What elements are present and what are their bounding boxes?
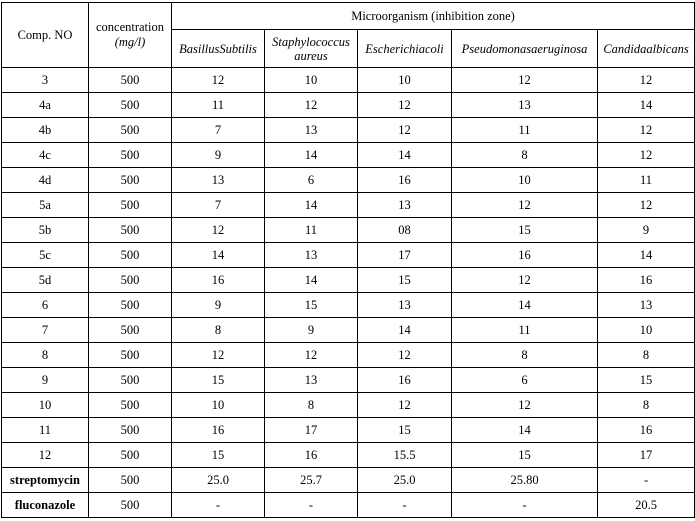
inhibition-value-cell: - bbox=[265, 493, 358, 518]
compound-cell: 10 bbox=[2, 393, 89, 418]
concentration-cell: 500 bbox=[89, 168, 172, 193]
inhibition-value-cell: 13 bbox=[172, 168, 265, 193]
compound-cell: 5c bbox=[2, 243, 89, 268]
table-row bbox=[2, 443, 695, 468]
compound-cell: 3 bbox=[2, 68, 89, 93]
inhibition-value-cell: 13 bbox=[358, 193, 452, 218]
concentration-cell: 500 bbox=[89, 268, 172, 293]
inhibition-value-cell: 12 bbox=[598, 118, 695, 143]
compound-cell: 5b bbox=[2, 218, 89, 243]
inhibition-value-cell: 20.5 bbox=[598, 493, 695, 518]
microorganism-group-label: Microorganism (inhibition zone) bbox=[351, 8, 515, 23]
inhibition-value-cell: 15 bbox=[358, 268, 452, 293]
inhibition-value-cell: 16 bbox=[452, 243, 598, 268]
inhibition-value-cell: 9 bbox=[172, 293, 265, 318]
concentration-cell: 500 bbox=[89, 143, 172, 168]
inhibition-value-cell: 11 bbox=[452, 118, 598, 143]
table-row bbox=[2, 343, 695, 368]
inhibition-value-cell: - bbox=[598, 468, 695, 493]
inhibition-value-cell: 12 bbox=[358, 93, 452, 118]
table-row bbox=[2, 493, 695, 518]
inhibition-value-cell: 12 bbox=[452, 268, 598, 293]
table-row bbox=[2, 293, 695, 318]
inhibition-value-cell: 16 bbox=[358, 168, 452, 193]
inhibition-value-cell: 7 bbox=[172, 193, 265, 218]
compound-cell: 7 bbox=[2, 318, 89, 343]
inhibition-value-cell: 12 bbox=[172, 218, 265, 243]
inhibition-value-cell: 10 bbox=[358, 68, 452, 93]
inhibition-value-cell: 8 bbox=[598, 343, 695, 368]
concentration-cell: 500 bbox=[89, 193, 172, 218]
inhibition-value-cell: 12 bbox=[172, 68, 265, 93]
inhibition-value-cell: 14 bbox=[598, 93, 695, 118]
compound-cell: 8 bbox=[2, 343, 89, 368]
inhibition-value-cell: 14 bbox=[598, 243, 695, 268]
table-row bbox=[2, 218, 695, 243]
inhibition-value-cell: 25.0 bbox=[172, 468, 265, 493]
inhibition-value-cell: 8 bbox=[172, 318, 265, 343]
inhibition-value-cell: 10 bbox=[598, 318, 695, 343]
inhibition-value-cell: 9 bbox=[265, 318, 358, 343]
inhibition-value-cell: 16 bbox=[172, 268, 265, 293]
inhibition-value-cell: 11 bbox=[452, 318, 598, 343]
inhibition-value-cell: 12 bbox=[358, 343, 452, 368]
compound-cell: 4b bbox=[2, 118, 89, 143]
header-organism: Pseudomonasaeruginosa bbox=[452, 30, 598, 68]
table-body bbox=[2, 68, 695, 518]
inhibition-value-cell: 16 bbox=[172, 418, 265, 443]
inhibition-value-cell: 17 bbox=[598, 443, 695, 468]
inhibition-value-cell: 15 bbox=[598, 368, 695, 393]
inhibition-value-cell: 6 bbox=[265, 168, 358, 193]
table-row bbox=[2, 418, 695, 443]
inhibition-value-cell: 8 bbox=[452, 143, 598, 168]
compound-cell: 12 bbox=[2, 443, 89, 468]
header-comp-no bbox=[2, 3, 89, 68]
table-row bbox=[2, 168, 695, 193]
table-row bbox=[2, 368, 695, 393]
inhibition-zone-table bbox=[1, 2, 695, 518]
table-row bbox=[2, 193, 695, 218]
inhibition-value-cell: 9 bbox=[598, 218, 695, 243]
compound-cell: 6 bbox=[2, 293, 89, 318]
compound-cell: 11 bbox=[2, 418, 89, 443]
inhibition-value-cell: 12 bbox=[358, 118, 452, 143]
inhibition-value-cell: 10 bbox=[172, 393, 265, 418]
inhibition-value-cell: 8 bbox=[265, 393, 358, 418]
inhibition-value-cell: 12 bbox=[452, 68, 598, 93]
inhibition-value-cell: 15 bbox=[172, 443, 265, 468]
concentration-unit: (mg/l) bbox=[114, 35, 146, 49]
inhibition-value-cell: 14 bbox=[265, 193, 358, 218]
inhibition-value-cell: 6 bbox=[452, 368, 598, 393]
inhibition-value-cell: 8 bbox=[452, 343, 598, 368]
inhibition-value-cell: 10 bbox=[452, 168, 598, 193]
header-organism: Candidaalbicans bbox=[598, 30, 695, 68]
inhibition-value-cell: 13 bbox=[265, 118, 358, 143]
table-row bbox=[2, 318, 695, 343]
inhibition-value-cell: 12 bbox=[452, 193, 598, 218]
inhibition-value-cell: 12 bbox=[172, 343, 265, 368]
inhibition-value-cell: 15 bbox=[265, 293, 358, 318]
concentration-cell: 500 bbox=[89, 368, 172, 393]
compound-cell: 4a bbox=[2, 93, 89, 118]
inhibition-value-cell: - bbox=[172, 493, 265, 518]
inhibition-value-cell: 13 bbox=[598, 293, 695, 318]
header-organism: Escherichiacoli bbox=[358, 30, 452, 68]
inhibition-value-cell: 14 bbox=[358, 143, 452, 168]
compound-cell: 4d bbox=[2, 168, 89, 193]
table-row bbox=[2, 468, 695, 493]
concentration-label: concentration bbox=[95, 20, 165, 34]
inhibition-value-cell: 14 bbox=[265, 268, 358, 293]
concentration-cell: 500 bbox=[89, 293, 172, 318]
table-row bbox=[2, 118, 695, 143]
inhibition-value-cell: 16 bbox=[358, 368, 452, 393]
table-row bbox=[2, 143, 695, 168]
inhibition-value-cell: 12 bbox=[598, 143, 695, 168]
table-row bbox=[2, 393, 695, 418]
inhibition-value-cell: 13 bbox=[265, 368, 358, 393]
concentration-cell: 500 bbox=[89, 443, 172, 468]
concentration-cell: 500 bbox=[89, 93, 172, 118]
inhibition-value-cell: 12 bbox=[265, 93, 358, 118]
inhibition-value-cell: 15 bbox=[358, 418, 452, 443]
header-concentration bbox=[89, 3, 172, 68]
concentration-cell: 500 bbox=[89, 218, 172, 243]
inhibition-value-cell: 12 bbox=[452, 393, 598, 418]
inhibition-value-cell: 14 bbox=[452, 418, 598, 443]
inhibition-value-cell: 12 bbox=[358, 393, 452, 418]
comp-no-label: Comp. NO bbox=[17, 27, 73, 42]
inhibition-value-cell: 14 bbox=[172, 243, 265, 268]
inhibition-value-cell: 14 bbox=[358, 318, 452, 343]
inhibition-value-cell: 14 bbox=[265, 143, 358, 168]
table-row bbox=[2, 268, 695, 293]
compound-cell: 4c bbox=[2, 143, 89, 168]
inhibition-value-cell: 8 bbox=[598, 393, 695, 418]
inhibition-value-cell: 16 bbox=[598, 268, 695, 293]
inhibition-value-cell: - bbox=[358, 493, 452, 518]
concentration-cell: 500 bbox=[89, 418, 172, 443]
inhibition-value-cell: 25.80 bbox=[452, 468, 598, 493]
inhibition-value-cell: 16 bbox=[598, 418, 695, 443]
inhibition-value-cell: 9 bbox=[172, 143, 265, 168]
concentration-cell: 500 bbox=[89, 493, 172, 518]
inhibition-value-cell: 11 bbox=[265, 218, 358, 243]
inhibition-value-cell: 14 bbox=[452, 293, 598, 318]
table-row bbox=[2, 93, 695, 118]
compound-cell: 5a bbox=[2, 193, 89, 218]
concentration-cell: 500 bbox=[89, 318, 172, 343]
compound-cell: 5d bbox=[2, 268, 89, 293]
concentration-cell: 500 bbox=[89, 118, 172, 143]
inhibition-value-cell: 13 bbox=[265, 243, 358, 268]
inhibition-value-cell: 12 bbox=[598, 68, 695, 93]
inhibition-value-cell: 15.5 bbox=[358, 443, 452, 468]
inhibition-value-cell: 13 bbox=[358, 293, 452, 318]
table-row bbox=[2, 68, 695, 93]
concentration-cell: 500 bbox=[89, 68, 172, 93]
inhibition-value-cell: 12 bbox=[598, 193, 695, 218]
inhibition-value-cell: 13 bbox=[452, 93, 598, 118]
inhibition-value-cell: 17 bbox=[358, 243, 452, 268]
inhibition-value-cell: 12 bbox=[265, 343, 358, 368]
inhibition-value-cell: 17 bbox=[265, 418, 358, 443]
header-organism: Staphylococcus aureus bbox=[265, 30, 358, 68]
table-row bbox=[2, 243, 695, 268]
compound-cell: 9 bbox=[2, 368, 89, 393]
inhibition-value-cell: 7 bbox=[172, 118, 265, 143]
inhibition-value-cell: 15 bbox=[172, 368, 265, 393]
inhibition-value-cell: 25.0 bbox=[358, 468, 452, 493]
inhibition-value-cell: 11 bbox=[598, 168, 695, 193]
header-microorganism-group bbox=[172, 3, 695, 30]
inhibition-value-cell: 25.7 bbox=[265, 468, 358, 493]
concentration-cell: 500 bbox=[89, 343, 172, 368]
concentration-cell: 500 bbox=[89, 393, 172, 418]
inhibition-value-cell: 15 bbox=[452, 218, 598, 243]
concentration-cell: 500 bbox=[89, 468, 172, 493]
inhibition-value-cell: 16 bbox=[265, 443, 358, 468]
inhibition-value-cell: 15 bbox=[452, 443, 598, 468]
inhibition-value-cell: 08 bbox=[358, 218, 452, 243]
inhibition-value-cell: 10 bbox=[265, 68, 358, 93]
header-organism: BasillusSubtilis bbox=[172, 30, 265, 68]
concentration-cell: 500 bbox=[89, 243, 172, 268]
inhibition-value-cell: 11 bbox=[172, 93, 265, 118]
compound-cell: fluconazole bbox=[2, 493, 89, 518]
inhibition-value-cell: - bbox=[452, 493, 598, 518]
compound-cell: streptomycin bbox=[2, 468, 89, 493]
